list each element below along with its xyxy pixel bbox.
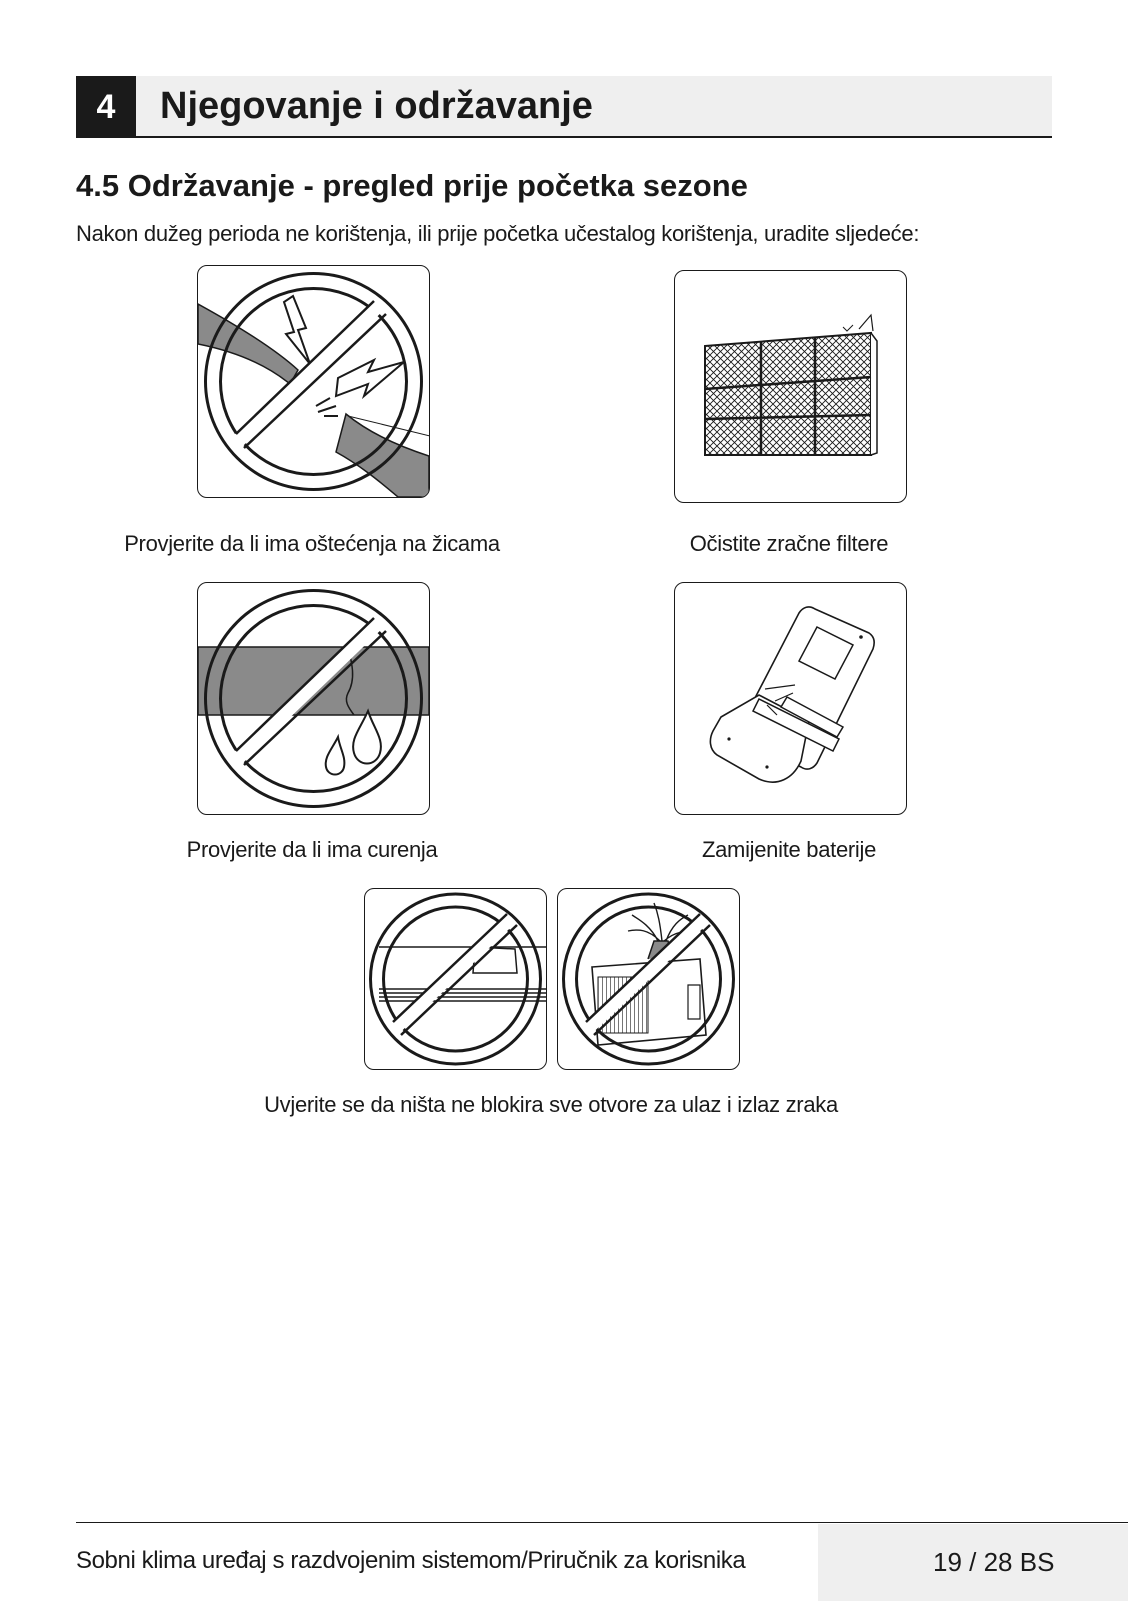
- chapter-number: 4: [76, 76, 136, 138]
- chapter-header: [76, 76, 1052, 138]
- section-title: 4.5 Održavanje - pregled prije početka sezone: [76, 168, 748, 203]
- chapter-title: Njegovanje i održavanje: [160, 85, 593, 127]
- outdoor-unit-blocked-illustration: [557, 888, 740, 1070]
- indoor-unit-blocked-illustration: [364, 888, 547, 1070]
- caption-wires: Provjerite da li ima oštećenja na žicama: [124, 531, 500, 556]
- air-filter-illustration: [674, 270, 907, 503]
- leakage-illustration: [197, 582, 430, 815]
- caption-vents: Uvjerite se da ništa ne blokira sve otvore za ulaz i izlaz zraka: [264, 1092, 838, 1117]
- intro-text: Nakon dužeg perioda ne korištenja, ili prije početka učestalog korištenja, uradite sljedeće:: [76, 221, 920, 246]
- batteries-illustration: [674, 582, 907, 815]
- footer-divider: [76, 1522, 1128, 1523]
- damaged-wires-illustration: [197, 265, 430, 498]
- footer-document-title: Sobni klima uređaj s razdvojenim sistemom/Priručnik za korisnika: [76, 1547, 746, 1574]
- footer-page-number: 19 / 28 BS: [933, 1547, 1055, 1577]
- caption-filters: Očistite zračne filtere: [689, 531, 889, 556]
- caption-batteries: Zamijenite baterije: [701, 837, 877, 862]
- caption-leakage: Provjerite da li ima curenja: [186, 837, 438, 862]
